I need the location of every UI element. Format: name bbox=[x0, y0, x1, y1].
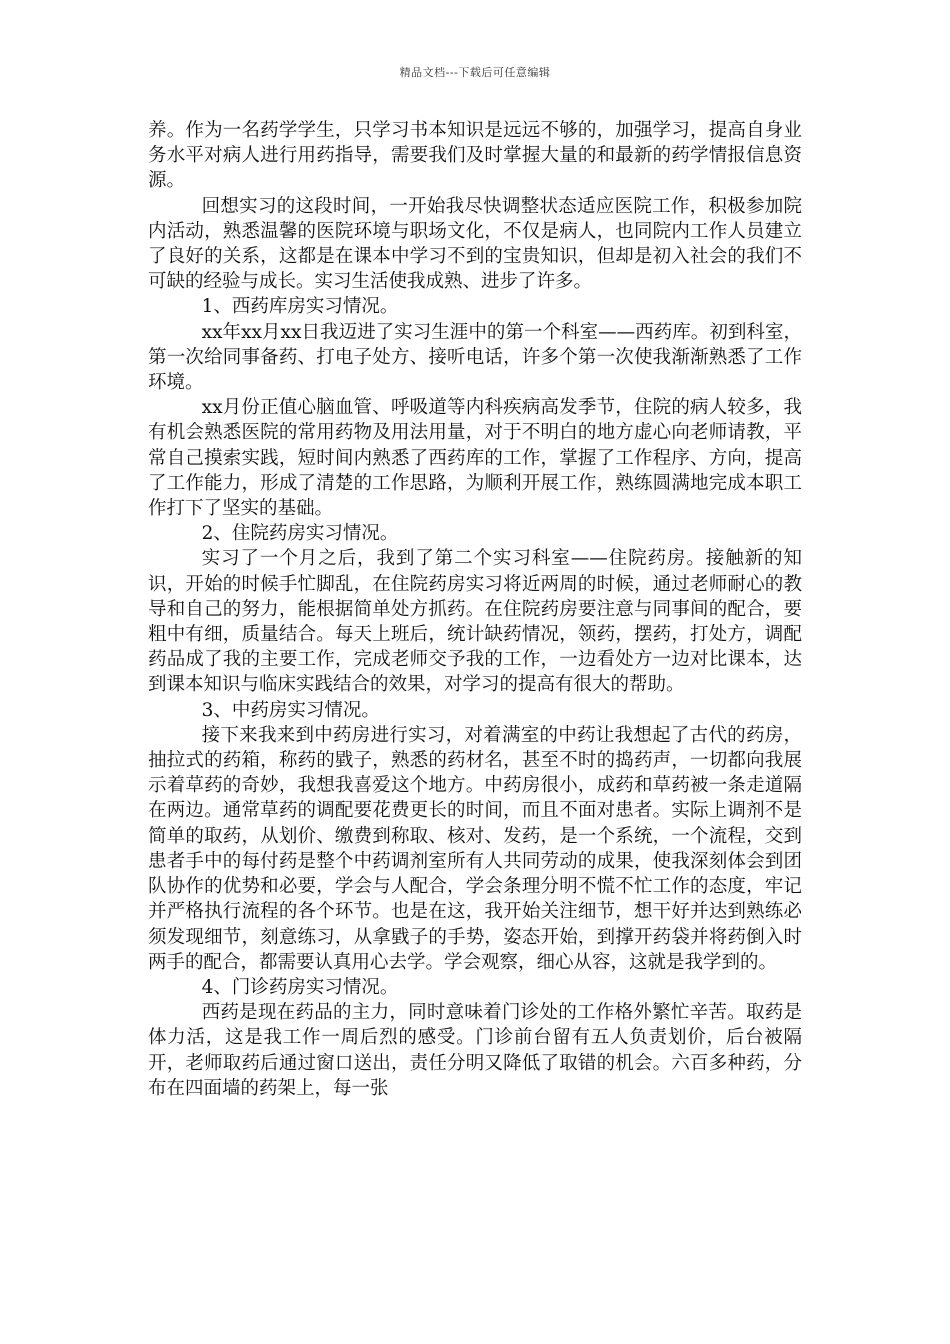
page-header: 精品文档---下载后可任意编辑 bbox=[399, 66, 551, 79]
paragraph-western-storage-1: xx年xx月xx日我迈进了实习生涯中的第一个科室——西药库。初到科室，第一次给同事备药、打电子处方、接听电话，许多个第一次使我渐渐熟悉了工作环境。 bbox=[148, 321, 802, 394]
paragraph-inpatient-pharmacy: 实习了一个月之后，我到了第二个实习科室——住院药房。接触新的知识，开始的时候手忙脚乱，在住院药房实习将近两周的时候，通过老师耐心的教导和自己的努力，能根据简单处方抓药。在住院药房要注意与同事间的配合，要粗中有细，质量结合。每天上班后，统计缺药情况，领药，摆药，打处方，调配药品成了我的主要工作，完成老师交予我的工作，一边看处方一边对比课本，达到课本知识与临床实践结合的效果，对学习的提高有很大的帮助。 bbox=[148, 548, 802, 696]
paragraph-tcm-pharmacy: 接下来我来到中药房进行实习，对着满室的中药让我想起了古代的药房，抽拉式的药箱，称药的戥子，熟悉的药材名，甚至不时的捣药声，一切都向我展示着草药的奇妙，我想我喜爱这个地方。中药房很小，成药和草药被一条走道隔在两边。通常草药的调配要花费更长的时间，而且不面对患者。实际上调剂不是简单的取药，从划价、缴费到称取、核对、发药，是一个系统，一个流程，交到患者手中的每付药是整个中药调剂室所有人共同劳动的成果，使我深刻体会到团队协作的优势和必要，学会与人配合，学会条理分明不慌不忙工作的态度，牢记并严格执行流程的各个环节。也是在这，我开始关注细节，想干好并达到熟练必须发现细节，刻意练习，从拿戥子的手势，姿态开始，到撑开药袋并将药倒入时两手的配合，都需要认真用心去学。学会观察，细心从容，这就是我学到的。 bbox=[148, 724, 802, 973]
section-heading-western-medicine-storage: 1、西药库房实习情况。 bbox=[201, 296, 399, 318]
paragraph-reflection: 回想实习的这段时间，一开始我尽快调整状态适应医院工作，积极参加院内活动，熟悉温馨的医院环境与职场文化，不仅是病人，也同院内工作人员建立了良好的关系，这都是在课本中学习不到的宝贵知识，但却是初入社会的我们不可缺的经验与成长。实习生活使我成熟、进步了许多。 bbox=[148, 195, 802, 293]
paragraph-outpatient-pharmacy: 西药是现在药品的主力，同时意味着门诊处的工作格外繁忙辛苦。取药是体力活，这是我工作一周后烈的感受。门诊前台留有五人负责划价，后台被隔开，老师取药后通过窗口送出，责任分明又降低了取错的机会。六百多种药，分布在四面墙的药架上，每一张 bbox=[148, 1002, 802, 1099]
section-heading-inpatient-pharmacy: 2、住院药房实习情况。 bbox=[201, 523, 399, 545]
paragraph-western-storage-2: xx月份正值心脑血管、呼吸道等内科疾病高发季节，住院的病人较多，我有机会熟悉医院的常用药物及用法用量，对于不明白的地方虚心向老师请教，平常自己摸索实践，短时间内熟悉了西药库的工作，掌握了工作程序、方向，提高了工作能力，形成了清楚的工作思路，为顺利开展工作，熟练圆满地完成本职工作打下了坚实的基础。 bbox=[148, 397, 802, 520]
paragraph-continuation: 养。作为一名药学学生，只学习书本知识是远远不够的，加强学习，提高自身业务水平对病人进行用药指导，需要我们及时掌握大量的和最新的药学情报信息资源。 bbox=[148, 120, 802, 192]
section-heading-tcm-pharmacy: 3、中药房实习情况。 bbox=[201, 699, 380, 721]
document-body bbox=[148, 118, 802, 1101]
section-heading-outpatient-pharmacy: 4、门诊药房实习情况。 bbox=[201, 976, 399, 998]
